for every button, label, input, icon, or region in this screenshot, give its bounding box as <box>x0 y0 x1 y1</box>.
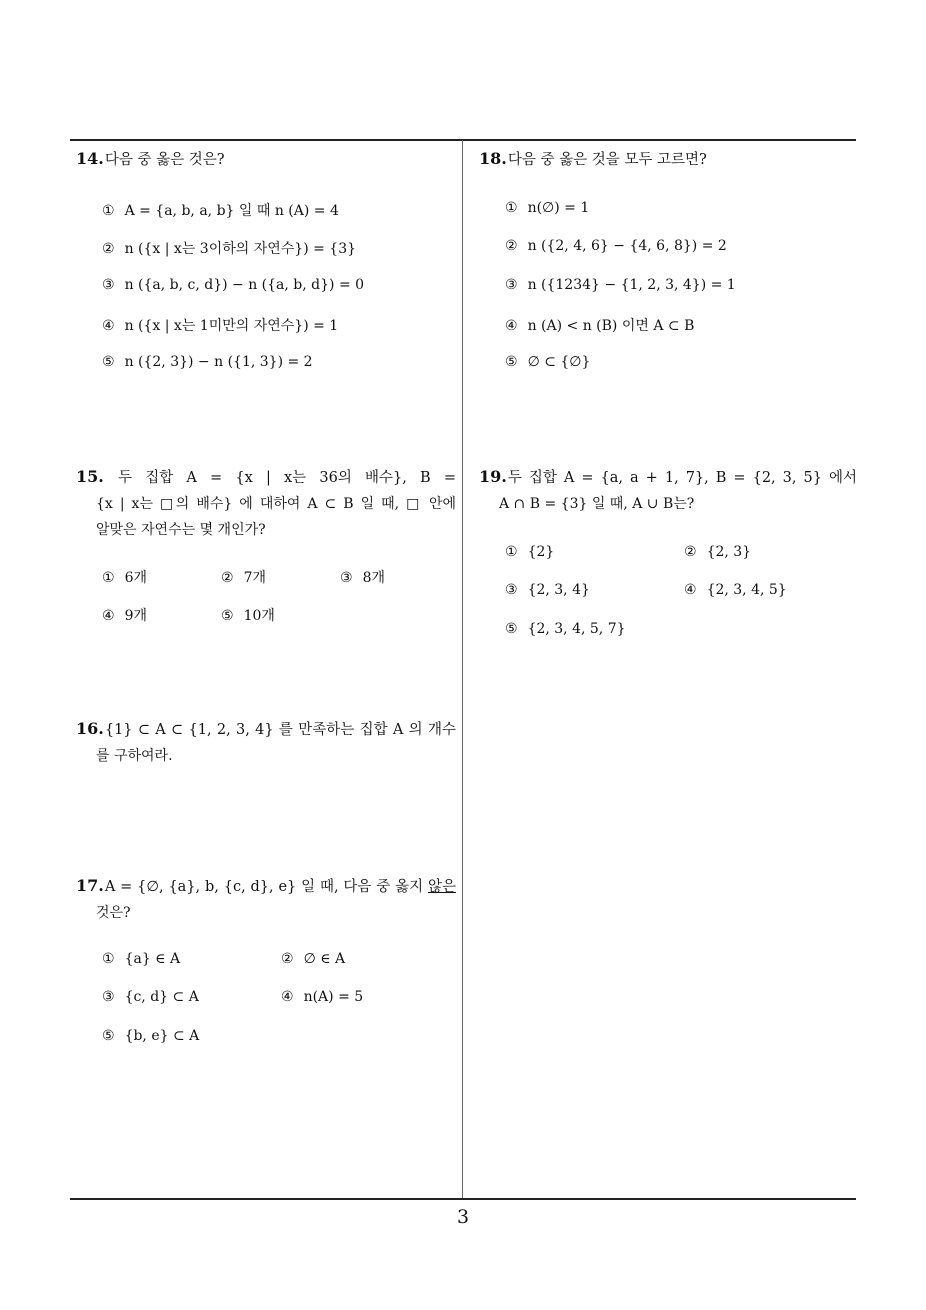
option-mark: ③ <box>102 989 115 1005</box>
question-number: 15. <box>76 467 104 486</box>
option-mark: ② <box>505 238 518 254</box>
option-text: ∅ ⊂ {∅} <box>527 354 591 370</box>
option-mark: ① <box>102 951 115 967</box>
q15-option-1[interactable] <box>102 567 147 587</box>
question-15 <box>76 464 456 543</box>
question-text: 다음 중 옳은 것은? <box>104 152 225 168</box>
option-mark: ① <box>505 200 518 216</box>
q17-option-5[interactable] <box>102 1028 199 1044</box>
question-number: 17. <box>76 876 104 895</box>
option-text: n ({x | x는 3이하의 자연수}) = {3} <box>124 241 357 257</box>
option-text: A = {a, b, a, b} 일 때 n (A) = 4 <box>124 203 339 219</box>
option-text: n ({x | x는 1미만의 자연수}) = 1 <box>124 318 339 334</box>
q14-option-4[interactable] <box>102 315 338 335</box>
q18-option-2[interactable] <box>505 238 727 254</box>
underlined-emphasis: 않은 <box>427 879 456 895</box>
question-number: 14. <box>76 149 104 168</box>
q15-option-5[interactable] <box>221 605 275 625</box>
option-mark: ② <box>221 570 234 586</box>
option-text: n ({1234} − {1, 2, 3, 4}) = 1 <box>527 277 736 293</box>
option-mark: ③ <box>505 582 518 598</box>
q18-option-5[interactable] <box>505 354 590 370</box>
option-text: 8개 <box>362 570 385 586</box>
question-text-line-2: {x | x는 □의 배수} 에 대하여 A ⊂ B 일 때, □ 안에 <box>96 496 456 512</box>
question-text-line-1: {1} ⊂ A ⊂ {1, 2, 3, 4} 를 만족하는 집합 A 의 개수 <box>104 722 456 738</box>
option-text: 6개 <box>124 570 147 586</box>
option-text: {a} ∈ A <box>124 951 181 967</box>
option-text: {2, 3} <box>706 544 752 560</box>
option-text: n ({2, 3}) − n ({1, 3}) = 2 <box>124 354 313 370</box>
question-14 <box>76 146 456 173</box>
option-mark: ④ <box>102 608 115 624</box>
q19-option-3[interactable] <box>505 582 590 598</box>
q14-option-5[interactable] <box>102 354 313 370</box>
option-mark: ⑤ <box>505 354 518 370</box>
option-text: {c, d} ⊂ A <box>124 989 199 1005</box>
option-mark: ③ <box>102 277 115 293</box>
option-text: ∅ ∈ A <box>303 951 346 967</box>
question-text-line-1: A = {∅, {a}, b, {c, d}, e} 일 때, 다음 중 옳지 <box>104 879 428 895</box>
q15-option-3[interactable] <box>340 567 385 587</box>
option-text: 9개 <box>124 608 147 624</box>
question-text-line-1: 두 집합 A = {a, a + 1, 7}, B = {2, 3, 5} 에서 <box>507 470 857 486</box>
question-text-line-2: 를 구하여라. <box>96 748 173 764</box>
option-text: {2} <box>527 544 555 560</box>
option-mark: ⑤ <box>102 354 115 370</box>
bottom-rule <box>70 1198 856 1200</box>
question-18 <box>479 146 857 173</box>
option-mark: ② <box>102 241 115 257</box>
option-text: n(∅) = 1 <box>527 200 590 216</box>
q14-option-3[interactable] <box>102 277 364 293</box>
option-mark: ② <box>281 951 294 967</box>
option-mark: ④ <box>684 582 697 598</box>
q18-option-1[interactable] <box>505 200 589 216</box>
option-mark: ③ <box>340 570 353 586</box>
question-text: 다음 중 옳은 것을 모두 고르면? <box>507 152 707 168</box>
option-mark: ④ <box>505 318 518 334</box>
q17-option-3[interactable] <box>102 989 199 1005</box>
q18-option-3[interactable] <box>505 277 736 293</box>
question-text-line-3: 알맞은 자연수는 몇 개인가? <box>96 522 266 538</box>
q19-option-1[interactable] <box>505 544 554 560</box>
q14-option-1[interactable] <box>102 200 339 220</box>
option-mark: ② <box>684 544 697 560</box>
question-text-line-2: A ∩ B = {3} 일 때, A ∪ B는? <box>499 496 695 512</box>
question-text-line-1: 두 집합 A = {x | x는 36의 배수}, B = <box>118 470 457 486</box>
option-text: 10개 <box>243 608 275 624</box>
option-mark: ⑤ <box>505 621 518 637</box>
q19-option-5[interactable] <box>505 621 626 637</box>
q15-option-4[interactable] <box>102 605 147 625</box>
q14-option-2[interactable] <box>102 238 356 258</box>
option-text: n (A) < n (B) 이면 A ⊂ B <box>527 318 695 334</box>
option-mark: ① <box>102 570 115 586</box>
column-divider <box>462 140 463 1199</box>
top-rule <box>70 139 856 141</box>
q19-option-2[interactable] <box>684 544 751 560</box>
option-mark: ① <box>505 544 518 560</box>
q18-option-4[interactable] <box>505 315 694 335</box>
q17-option-4[interactable] <box>281 989 363 1005</box>
option-text: n(A) = 5 <box>303 989 364 1005</box>
question-number: 16. <box>76 719 104 738</box>
question-number: 18. <box>479 149 507 168</box>
question-19 <box>479 464 857 517</box>
question-text-line-2: 것은? <box>96 905 131 921</box>
option-mark: ⑤ <box>102 1028 115 1044</box>
question-16 <box>76 716 456 769</box>
q15-option-2[interactable] <box>221 567 266 587</box>
q17-option-2[interactable] <box>281 951 345 967</box>
option-text: {b, e} ⊂ A <box>124 1028 200 1044</box>
option-mark: ④ <box>281 989 294 1005</box>
page-number: 3 <box>456 1206 470 1228</box>
q17-option-1[interactable] <box>102 951 180 967</box>
option-mark: ⑤ <box>221 608 234 624</box>
option-text: {2, 3, 4, 5} <box>706 582 787 598</box>
q19-option-4[interactable] <box>684 582 787 598</box>
option-text: n ({2, 4, 6} − {4, 6, 8}) = 2 <box>527 238 727 254</box>
option-text: n ({a, b, c, d}) − n ({a, b, d}) = 0 <box>124 277 365 293</box>
option-text: {2, 3, 4} <box>527 582 590 598</box>
option-mark: ④ <box>102 318 115 334</box>
option-mark: ① <box>102 203 115 219</box>
question-number: 19. <box>479 467 507 486</box>
option-text: {2, 3, 4, 5, 7} <box>527 621 626 637</box>
option-text: 7개 <box>243 570 266 586</box>
question-17 <box>76 873 456 926</box>
option-mark: ③ <box>505 277 518 293</box>
